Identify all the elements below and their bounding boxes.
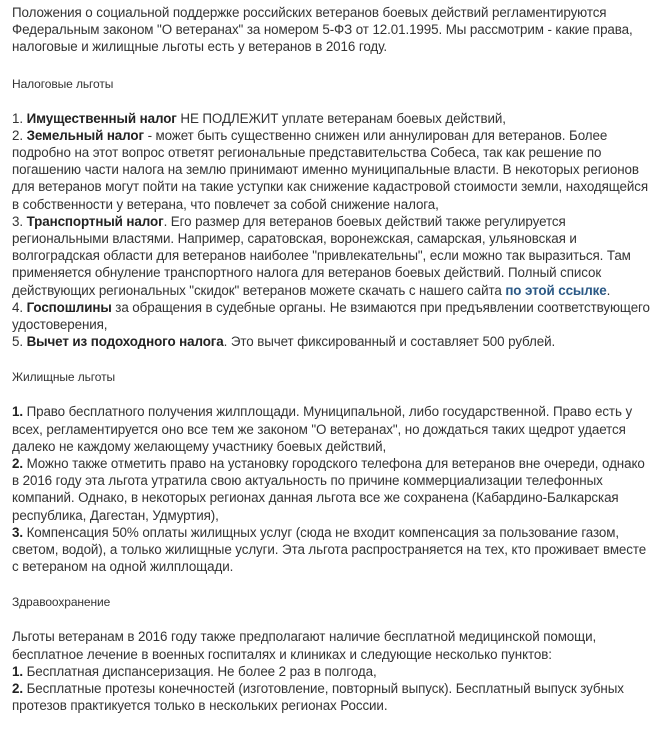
housing-item-telephone	[12, 455, 655, 524]
tax-item-property	[12, 110, 655, 127]
item-number: 3.	[12, 213, 27, 229]
housing-item-living-space	[12, 403, 655, 455]
item-title: Вычет из подоходного налога	[26, 334, 224, 350]
tax-benefits-list	[12, 110, 655, 351]
item-text: за обращения в судебные органы. Не взимаются при предъявлении соответствующего удостоверения,	[12, 299, 650, 333]
item-text: Можно также отметить право на установку городского телефона для ветеранов вне очереди, однако в 2016 году эта льгота утратила свою актуальность по причине коммерциализации телефонных компаний. Однако, в некоторых регионах данная льгота все же сохранена (Кабардино-Балкарская республика, Дагестан, Удмуртия),	[12, 456, 645, 523]
tax-item-fees	[12, 299, 655, 333]
item-text: - может быть существенно снижен или аннулирован для ветеранов. Более подробно на этот вопрос ответят региональные представительства Собеса, так как решение по погашению части налога на землю принимают именно муниципальные власти. В некоторых регионов для ветеранов могут пойти на такие уступки как снижение кадастровой стоимости земли, находящейся в собственности у ветерана, что повлечет за собой снижение налога,	[12, 127, 648, 212]
housing-benefits-list	[12, 403, 655, 575]
health-item-checkup	[12, 663, 655, 680]
item-number: 1.	[12, 110, 27, 126]
tax-item-transport	[12, 213, 655, 299]
item-text: Бесплатная диспансеризация. Не более 2 раз в полгода,	[22, 663, 377, 679]
item-number: 1.	[12, 663, 23, 679]
item-text: . Это вычет фиксированный и составляет 500 рублей.	[223, 334, 556, 350]
item-text: Компенсация 50% оплаты жилищных услуг (сюда не входит компенсация за пользование газом, светом, водой), а только жилищные услуги. Эта льгота распространяется на тех, кто проживает вместе с ветераном на одной жилплощади.	[12, 524, 647, 575]
item-number: 3.	[12, 524, 23, 540]
item-text: НЕ ПОДЛЕЖИТ уплате ветеранам боевых действий,	[176, 110, 506, 126]
tax-item-land	[12, 127, 655, 213]
tax-item-income-deduction	[12, 333, 655, 350]
item-end: .	[606, 282, 611, 298]
item-number: 2.	[12, 127, 27, 143]
housing-benefits-heading: Жилищные льготы	[12, 370, 116, 385]
item-title: Госпошлины	[26, 299, 112, 315]
health-item-prosthetics	[12, 680, 655, 714]
housing-item-compensation	[12, 524, 655, 576]
healthcare-intro: Льготы ветеранам в 2016 году также предполагают наличие бесплатной медицинской помощи, бесплатное лечение в военных госпиталях и клиниках и следующие несколько пунктов:	[12, 629, 597, 662]
item-title: Земельный налог	[26, 127, 144, 143]
item-text: Право бесплатного получения жилплощади. Муниципальной, либо государственной. Право есть у всех, регламентируется оно все тем же законом "О ветеранах", но дождаться таких щедрот удается далеко не каждому желающему участнику боевых действий,	[12, 404, 633, 454]
tax-benefits-heading: Налоговые льготы	[12, 76, 114, 91]
healthcare-list	[12, 628, 655, 714]
item-number: 5.	[12, 334, 27, 350]
item-text: Бесплатные протезы конечностей (изготовление, повторный выпуск). Бесплатный выпуск зубных протезов практикуется только в нескольких регионах России.	[12, 681, 624, 714]
item-number: 2.	[12, 681, 23, 697]
item-number: 4.	[12, 299, 27, 315]
intro-paragraph: Положения о социальной поддержке российских ветеранов боевых действий регламентируются Федеральным законом "О ветеранах" за номером 5-ФЗ от 12.01.1995. Мы рассмотрим - какие права, налоговые и жилищные льготы есть у ветеранов в 2016 году.	[12, 5, 633, 55]
item-number: 2.	[12, 456, 23, 472]
item-title: Имущественный налог	[26, 110, 177, 126]
item-title: Транспортный налог	[26, 213, 164, 229]
item-number: 1.	[12, 404, 23, 420]
healthcare-heading: Здравоохранение	[12, 595, 111, 610]
item-text: . Его размер для ветеранов боевых действий также регулируется региональными властями. Например, саратовская, воронежская, самарская, ульяновская и волгоградская области для ветеранов наиболее "привлекательны", если можно так выразиться. Там применяется обнуление транспортного налога для ветеранов боевых действий. Полный список действующих региональных "скидок" ветеранов можете скачать с нашего сайта	[12, 213, 631, 298]
download-list-link[interactable]: по этой ссылке	[505, 282, 607, 298]
